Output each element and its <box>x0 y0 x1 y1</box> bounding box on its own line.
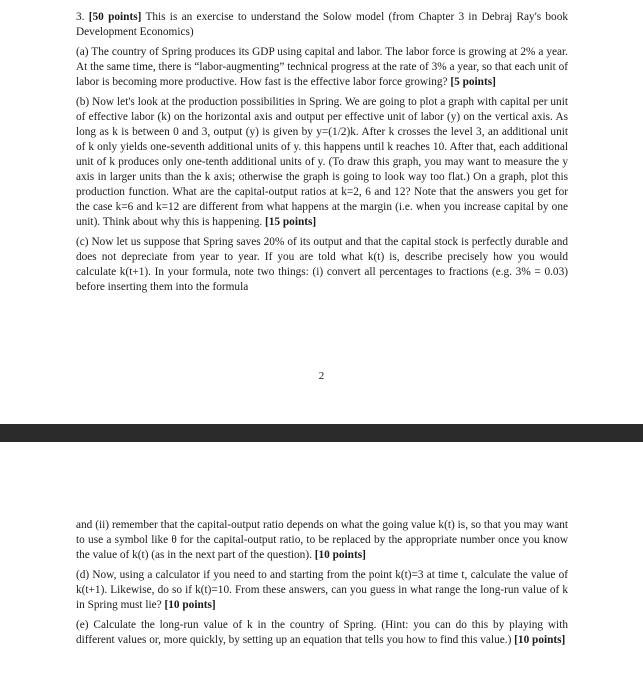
part-b-points: [15 points] <box>265 216 317 228</box>
part-b <box>76 95 568 230</box>
page-bottom-content <box>76 518 568 653</box>
question-number: 3. <box>76 11 85 23</box>
part-c-continued <box>76 518 568 563</box>
question-points: [50 points] <box>88 11 142 23</box>
part-e-text: (e) Calculate the long-run value of k in the country of Spring. (Hint: you can do this by playing with different values or, more quickly, by setting up an equation that tells you how to find this value.) <box>76 619 568 646</box>
part-d <box>76 568 568 613</box>
part-b-text: (b) Now let's look at the production possibilities in Spring. We are going to plot a graph with capital per unit of effective labor (k) on the horizontal axis and output per effective unit of labor (y) on the vertical axis. As long as k is between 0 and 3, output (y) is given by y=(1/2)k. After k crosses the level 3, an additional unit of k only yields one-seventh additional units of y. this happens until k reaches 10. After that, each additional unit of k produces only one-tenth additional units of y. (To draw this graph, you may want to measure the y axis in larger units than the k axis; otherwise the graph is going to look way too flat.) On a graph, plot this production function. What are the capital-output ratios at k=2, 6 and 12? Note that the answers you get for the case k=6 and k=12 are different from what happens at the margin (i.e. when you increase capital by one unit). Think about why this is happening. <box>76 96 568 228</box>
question-3-heading <box>76 10 568 40</box>
part-a <box>76 45 568 90</box>
page-bottom <box>0 442 643 700</box>
part-e <box>76 618 568 648</box>
part-c-points: [10 points] <box>314 549 366 561</box>
question-intro: This is an exercise to understand the Solow model (from Chapter 3 in Debraj Ray's book Development Economics) <box>76 11 569 38</box>
part-e-points: [10 points] <box>514 634 566 646</box>
part-d-text: (d) Now, using a calculator if you need to and starting from the point k(t)=3 at time t, calculate the value of k(t+1). Likewise, do so if k(t)=10. From these answers, can you guess in what range the long-run value of k in Spring must lie? <box>76 569 568 611</box>
part-a-points: [5 points] <box>450 76 496 88</box>
part-a-text: (a) The country of Spring produces its GDP using capital and labor. The labor force is growing at 2% a year. At the same time, there is “labor-augmenting” technical progress at the rate of 3% a year, so that each unit of labor is becoming more productive. How fast is the effective labor force growing? <box>76 46 568 88</box>
part-d-points: [10 points] <box>164 599 216 611</box>
part-c <box>76 235 568 295</box>
page-divider <box>0 424 643 442</box>
part-c-text: (c) Now let us suppose that Spring saves 20% of its output and that the capital stock is perfectly durable and does not depreciate from year to year. If you are told what k(t) is, describe precisely how you would calculate k(t+1). In your formula, note two things: (i) convert all percentages to fractions (e.g. 3% = 0.03) before inserting them into the formula <box>76 236 568 293</box>
page-top-content <box>76 10 568 300</box>
part-c-continued-text: and (ii) remember that the capital-output ratio depends on what the going value k(t) is, so that you may want to use a symbol like θ for the capital-output ratio, to be replaced by the appropriate number once you know the value of k(t) (as in the next part of the question). <box>76 519 568 561</box>
page-number: 2 <box>318 370 325 382</box>
